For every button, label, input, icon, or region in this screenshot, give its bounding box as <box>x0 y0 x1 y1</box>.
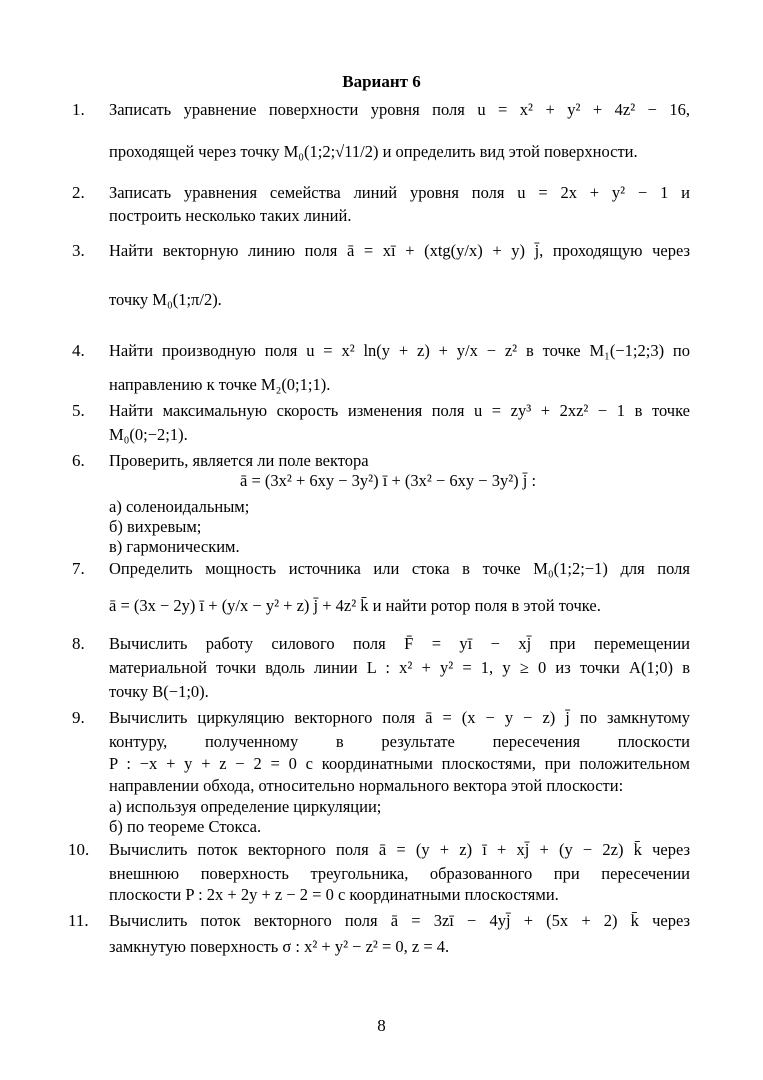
problem-number: 4. <box>72 341 85 360</box>
problem-line: плоскости P : 2x + 2y + z − 2 = 0 с координатными плоскостями. <box>109 885 559 904</box>
problem-number: 7. <box>72 559 85 578</box>
page-title: Вариант 6 <box>342 72 421 91</box>
problem-number: 2. <box>72 183 85 202</box>
problem-number: 9. <box>72 708 85 727</box>
problem-line: Найти векторную линию поля ā = xī + (xtg(y/x) + y) j̄, проходящую через <box>109 241 690 260</box>
problem-number: 6. <box>72 451 85 470</box>
problem-line: Вычислить поток векторного поля ā = (y + z) ī + xj̄ + (y − 2z) k̄ через <box>109 840 690 859</box>
problem-subitem: б) вихревым; <box>109 517 202 536</box>
problem-number: 10. <box>68 840 90 859</box>
problem-line: Проверить, является ли поле вектора <box>109 451 369 470</box>
problem-number: 11. <box>68 911 89 930</box>
problem-line: Записать уравнения семейства линий уровня поля u = 2x + y² − 1 и <box>109 183 690 202</box>
problem-line: Определить мощность источника или стока в точке M₀(1;2;−1) для поля <box>109 559 690 578</box>
problem-line: контуру, полученному в результате пересечения плоскости <box>109 732 690 751</box>
problem-line: точку M₀(1;π/2). <box>109 290 222 309</box>
problem-number: 8. <box>72 634 85 653</box>
problem-line: проходящей через точку M₀(1;2;√11/2) и определить вид этой поверхности. <box>109 142 638 161</box>
problem-formula: ā = (3x² + 6xy − 3y²) ī + (3x² − 6xy − 3y²) j̄ : <box>240 471 537 490</box>
problem-subitem: а) соленоидальным; <box>109 497 250 516</box>
problem-subitem: в) гармоническим. <box>109 537 240 556</box>
problem-line: материальной точки вдоль линии L : x² + y² = 1, y ≥ 0 из точки A(1;0) в <box>109 658 690 677</box>
problem-line: Записать уравнение поверхности уровня поля u = x² + y² + 4z² − 16, <box>109 100 690 119</box>
problem-number: 1. <box>72 100 85 119</box>
page-number: 8 <box>377 1016 386 1035</box>
problem-subitem: а) используя определение циркуляции; <box>109 797 382 816</box>
problem-line: Вычислить поток векторного поля ā = 3zī − 4yj̄ + (5x + 2) k̄ через <box>109 911 690 930</box>
problem-number: 5. <box>72 401 85 420</box>
problem-line: внешнюю поверхность треугольника, образованного при пересечении <box>109 864 690 883</box>
problem-line: Вычислить работу силового поля F̄ = yī − xj̄ при перемещении <box>109 634 690 653</box>
problem-number: 3. <box>72 241 85 260</box>
problem-line: направлению к точке M₂(0;1;1). <box>109 375 331 394</box>
problem-line: Найти производную поля u = x² ln(y + z) + y/x − z² в точке M₁(−1;2;3) по <box>109 341 690 360</box>
problem-line: Найти максимальную скорость изменения поля u = zy³ + 2xz² − 1 в точке <box>109 401 690 420</box>
problem-subitem: б) по теореме Стокса. <box>109 817 262 836</box>
problem-line: P : −x + y + z − 2 = 0 с координатными плоскостями, при положительном <box>109 754 690 773</box>
problem-line: точку B(−1;0). <box>109 682 209 701</box>
problem-line: замкнутую поверхность σ : x² + y² − z² = 0, z = 4. <box>109 937 450 956</box>
problem-line: M₀(0;−2;1). <box>109 425 188 444</box>
problem-line: построить несколько таких линий. <box>109 206 352 225</box>
problem-line: ā = (3x − 2y) ī + (y/x − y² + z) j̄ + 4z² k̄ и найти ротор поля в этой точке. <box>109 596 601 615</box>
problem-line: направлении обхода, относительно нормального вектора этой плоскости: <box>109 776 624 795</box>
problem-line: Вычислить циркуляцию векторного поля ā = (x − y − z) j̄ по замкнутому <box>109 708 690 727</box>
